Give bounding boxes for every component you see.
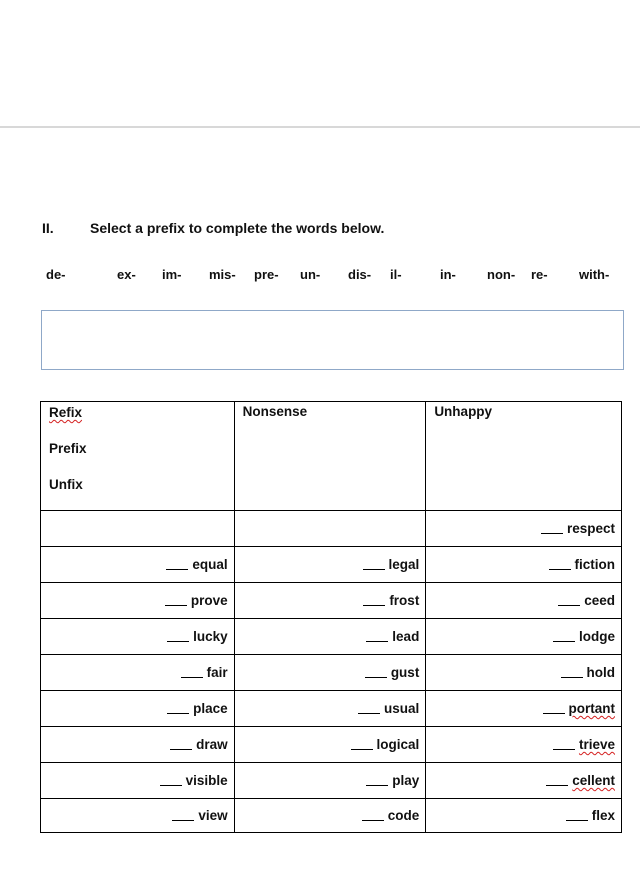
table-row [41,583,622,619]
table-row [41,655,622,691]
word-cell[interactable] [41,655,235,691]
blank-line[interactable] [366,785,388,786]
blank-line[interactable] [363,569,385,570]
blank-line[interactable] [549,569,571,570]
word-cell[interactable] [426,511,622,547]
table-row [41,547,622,583]
example-word: Nonsense [242,404,308,419]
word-cell[interactable] [41,691,235,727]
section-instruction: Select a prefix to complete the words below. [90,220,385,236]
word-cell[interactable] [234,619,426,655]
blank-line[interactable] [165,605,187,606]
word-cell[interactable] [234,799,426,833]
word-cell[interactable] [41,727,235,763]
blank-line[interactable] [553,641,575,642]
prefix-option: re- [531,267,548,282]
word-stem: trieve [578,737,615,752]
prefix-option: in- [440,267,456,282]
word-stem: code [387,808,420,823]
blank-line[interactable] [363,605,385,606]
section-number: II. [42,220,54,236]
blank-line[interactable] [172,820,194,821]
answer-input-box[interactable] [41,310,624,370]
word-stem: draw [196,737,228,752]
word-cell[interactable] [41,619,235,655]
blank-line[interactable] [170,749,192,750]
example-word: Unhappy [434,404,493,419]
word-cell[interactable] [41,547,235,583]
word-cell[interactable] [426,763,622,799]
word-cell[interactable] [426,583,622,619]
word-stem: view [198,808,228,823]
example-word: Prefix [49,441,87,456]
word-cell[interactable] [426,547,622,583]
section-heading [42,220,384,236]
prefix-option: mis- [209,267,236,282]
example-word: Refix [49,405,83,420]
word-stem: fiction [574,557,615,572]
word-stem: lucky [193,629,228,644]
blank-line[interactable] [558,605,580,606]
word-cell[interactable] [41,583,235,619]
prefix-option: with- [579,267,610,282]
word-stem: place [193,701,228,716]
word-stem: frost [389,593,420,608]
blank-line[interactable] [166,569,188,570]
word-cell[interactable] [234,655,426,691]
blank-line[interactable] [167,713,189,714]
prefix-option: il- [390,267,402,282]
table-row [41,799,622,833]
word-cell[interactable] [234,763,426,799]
blank-line[interactable] [566,820,588,821]
word-stem: respect [566,521,615,536]
word-stem: prove [190,593,228,608]
blank-line[interactable] [553,749,575,750]
blank-line[interactable] [543,713,565,714]
word-cell [41,511,235,547]
word-cell[interactable] [234,547,426,583]
table-row [41,691,622,727]
blank-line[interactable] [546,785,568,786]
word-stem: lodge [579,629,615,644]
blank-line[interactable] [362,820,384,821]
word-stem: ceed [584,593,615,608]
blank-line[interactable] [167,641,189,642]
table-row [41,727,622,763]
table-row [41,511,622,547]
word-stem: hold [586,665,615,680]
header-cell-nonsense [234,402,426,511]
word-cell[interactable] [426,619,622,655]
word-stem: usual [384,701,420,716]
prefix-option: im- [162,267,182,282]
word-cell[interactable] [41,799,235,833]
page-divider [0,126,640,128]
table-row [41,619,622,655]
prefix-option: non- [487,267,516,282]
blank-line[interactable] [366,641,388,642]
blank-line[interactable] [365,677,387,678]
word-table [40,401,622,833]
word-stem: portant [568,701,615,716]
blank-line[interactable] [181,677,203,678]
word-cell[interactable] [426,727,622,763]
prefix-option: un- [300,267,321,282]
header-cell-examples [41,402,235,511]
word-cell[interactable] [426,691,622,727]
word-stem: equal [192,557,228,572]
word-stem: gust [390,665,420,680]
prefix-option: ex- [117,267,136,282]
prefix-option: pre- [254,267,279,282]
word-cell[interactable] [41,763,235,799]
prefix-option: de- [46,267,66,282]
blank-line[interactable] [541,533,563,534]
word-cell[interactable] [234,583,426,619]
word-stem: flex [591,808,615,823]
blank-line[interactable] [561,677,583,678]
blank-line[interactable] [358,713,380,714]
word-stem: legal [388,557,420,572]
word-stem: logical [376,737,420,752]
word-cell[interactable] [426,799,622,833]
word-stem: cellent [572,773,615,788]
blank-line[interactable] [351,749,373,750]
example-word: Unfix [49,477,83,492]
word-stem: fair [206,665,228,680]
word-stem: lead [392,629,420,644]
word-stem: play [392,773,420,788]
header-cell-unhappy [426,402,622,511]
word-cell[interactable] [234,691,426,727]
blank-line[interactable] [160,785,182,786]
table-row [41,763,622,799]
table-header-row [41,402,622,511]
prefix-option: dis- [348,267,372,282]
word-cell[interactable] [234,727,426,763]
word-stem: visible [185,773,228,788]
word-cell[interactable] [426,655,622,691]
word-cell [234,511,426,547]
